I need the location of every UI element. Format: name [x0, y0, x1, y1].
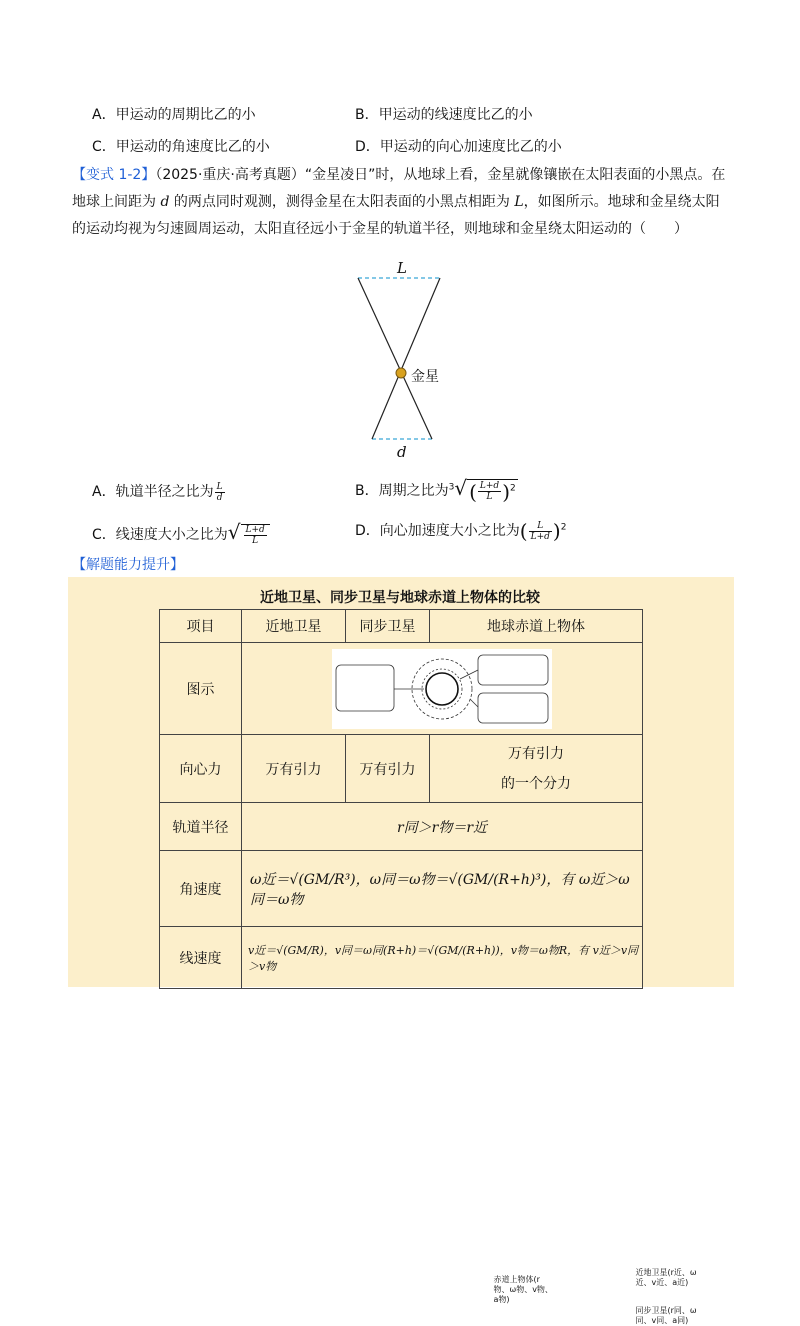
row-label-diagram: 图示 — [160, 643, 242, 735]
venus-dot — [396, 368, 406, 378]
geosync-box — [478, 693, 548, 723]
table-row-angular — [160, 851, 643, 927]
angular-formula: ω近＝√(GM/R³)，ω同＝ω物＝√(GM/(R+h)³)，有 ω近＞ω同＝ω物 — [242, 851, 643, 927]
row-label-angular: 角速度 — [160, 851, 242, 927]
table-row-radius — [160, 803, 643, 851]
paren-right: ) — [502, 479, 510, 504]
label-d: d — [397, 443, 407, 461]
radicand — [241, 524, 270, 546]
paren-right: ) — [552, 519, 561, 543]
label-venus: 金星 — [411, 369, 439, 385]
linear-formula: v近＝√(GM/R)，v同＝ω同(R+h)＝√(GM/(R+h))，v物＝ω物R，有 v近＞v同＞v物 — [242, 927, 643, 989]
sight-line-1 — [358, 278, 432, 439]
force-near-earth: 万有引力 — [242, 735, 346, 803]
frac-Lplusd-over-L — [478, 481, 501, 502]
frac-num: L — [216, 481, 223, 492]
header-near-earth: 近地卫星 — [242, 610, 346, 643]
frac-num: L+d — [245, 525, 265, 535]
frac-den: L — [252, 536, 259, 546]
table-row-diagram — [160, 643, 643, 735]
frac-num: L+d — [479, 481, 500, 491]
sight-line-2 — [372, 278, 440, 439]
orbit-diagram — [332, 649, 552, 729]
frac-L-over-Lplusd — [529, 521, 552, 542]
frac-den: L+d — [530, 531, 550, 542]
frac-L-over-d — [215, 482, 225, 503]
venus-option-c — [92, 520, 270, 546]
venus-transit-figure — [340, 255, 480, 465]
venus-option-d — [355, 519, 566, 543]
header-item: 项目 — [160, 610, 242, 643]
question-line-3: 的运动均视为匀速圆周运动，太阳直径远小于金星的轨道半径，则地球和金星绕太阳运动的（ ） — [72, 221, 688, 237]
table-header-row — [160, 610, 643, 643]
cube-root-index: 3 — [448, 482, 455, 493]
arrow-near — [460, 670, 478, 679]
option-c-angular-speed: C．甲运动的角速度比乙的小 — [92, 139, 270, 155]
exponent: 2 — [560, 522, 567, 533]
arrow-geosync — [470, 699, 478, 707]
paren-left: ( — [469, 479, 477, 504]
option-d-centripetal-accel: D．甲运动的向心加速度比乙的小 — [355, 139, 562, 155]
row-label-radius: 轨道半径 — [160, 803, 242, 851]
section-heading: 【解题能力提升】 — [72, 557, 184, 573]
question-line-2a: 地球上间距为 — [72, 194, 161, 210]
radicand — [467, 479, 518, 504]
venus-option-a-text: A．轨道半径之比为 — [92, 484, 214, 500]
radical-sign: √ — [227, 520, 241, 544]
venus-option-d-text: D．向心加速度大小之比为 — [355, 523, 520, 539]
force-equator-line1: 万有引力 — [508, 745, 564, 762]
label-L: L — [397, 259, 407, 277]
var-L: L — [514, 194, 524, 210]
equator-object-label: 赤道上物体(r物、ω物、v物、a物) — [493, 1274, 553, 1304]
equator-object-box — [336, 665, 394, 711]
table-title: 近地卫星、同步卫星与地球赤道上物体的比较 — [260, 590, 540, 606]
frac-den: L — [486, 492, 493, 502]
comparison-table — [159, 609, 697, 1325]
header-equator-object: 地球赤道上物体 — [430, 610, 643, 643]
option-b-linear-speed: B．甲运动的线速度比乙的小 — [355, 107, 533, 123]
question-line-2b: 的两点同时观测，测得金星在太阳表面的小黑点相距为 — [169, 194, 515, 210]
table-row-force — [160, 735, 643, 803]
near-sat-label: 近地卫星(r近、ω近、v近、a近) — [635, 1267, 697, 1287]
earth-circle — [426, 673, 458, 705]
geosync-label: 同步卫星(r同、ω同、v同、a同) — [635, 1305, 697, 1325]
frac-num: L — [529, 521, 552, 532]
row-label-force: 向心力 — [160, 735, 242, 803]
option-a-period: A．甲运动的周期比乙的小 — [92, 107, 256, 123]
force-geosync: 万有引力 — [346, 735, 430, 803]
variant-source: （2025·重庆·高考真题） — [155, 167, 305, 183]
venus-option-a — [92, 481, 226, 503]
header-geosync: 同步卫星 — [346, 610, 430, 643]
table-row-linear — [160, 927, 643, 989]
question-line-1: “金星凌日”时，从地球上看，金星就像镶嵌在太阳表面的小黑点。在 — [304, 167, 726, 183]
frac-den: d — [216, 492, 223, 503]
radical-sign: √ — [454, 476, 468, 500]
var-d: d — [160, 194, 170, 210]
paren-left: ( — [519, 519, 528, 543]
venus-option-c-text: C．线速度大小之比为 — [92, 527, 228, 543]
venus-option-b — [355, 476, 518, 504]
variant-question — [72, 162, 732, 243]
frac-Lplusd-over-L — [244, 525, 267, 546]
near-sat-box — [478, 655, 548, 685]
venus-option-b-text: B．周期之比为 — [355, 483, 449, 499]
question-line-2c: ，如图所示。地球和金星绕太阳 — [523, 194, 720, 210]
force-equator-line2: 的一个分力 — [501, 775, 571, 792]
exponent: 2 — [510, 482, 516, 493]
variant-tag: 【变式 1-2】 — [72, 167, 156, 183]
force-equator-object — [430, 735, 643, 803]
near-orbit — [422, 669, 462, 709]
row-label-linear: 线速度 — [160, 927, 242, 989]
radius-formula: r同＞r物＝r近 — [242, 803, 643, 851]
